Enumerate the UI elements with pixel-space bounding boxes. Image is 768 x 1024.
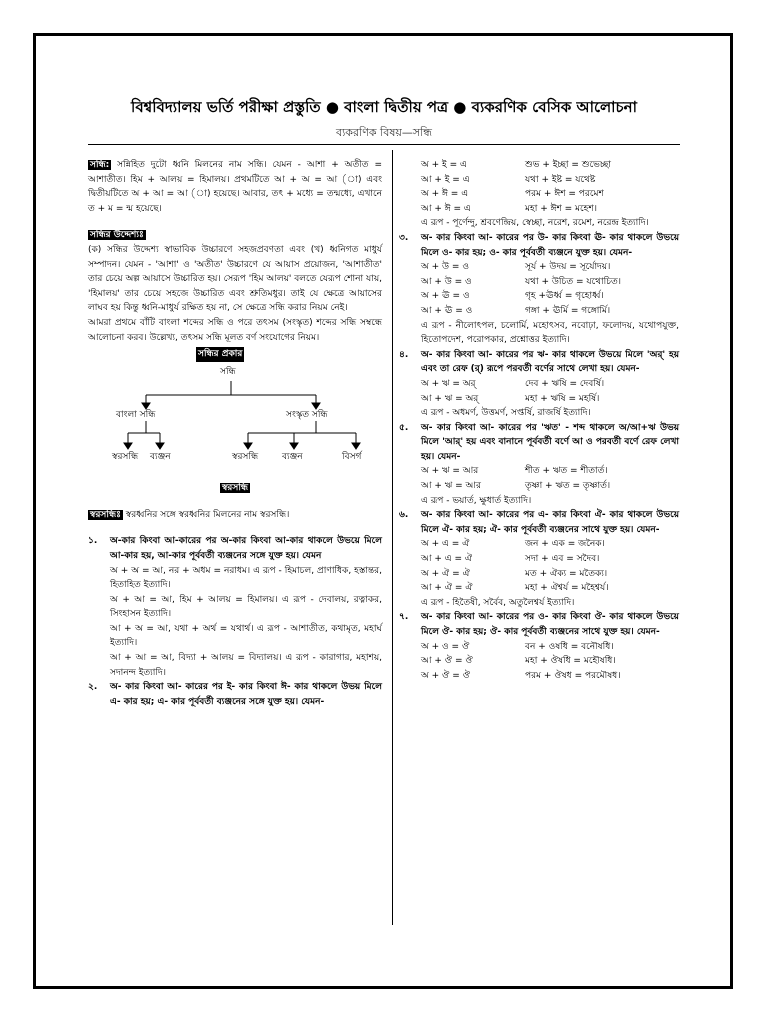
rule-5: ৫. অ- কার কিংবা আ- কারের পর 'ঋত' - শব্দ থাকলে অ/আ+ঋ উভয় মিলে 'আর্' হয় এবং বানানে পূর্ববর্তী বর্ণে আ ও পরবর্তী বর্ণে রেফ লেখা হয়। যেমন-	[399, 422, 679, 462]
rule-6: ৬. অ- কার কিংবা আ- কারের পর এ- কার কিংবা ঐ- কার থাকলে উভয়ে মিলে ঐ- কার হয়; ঐ- কার পূর্ববর্তী ব্যঞ্জনের সাথে যুক্ত হয়। যেমন-	[399, 510, 679, 535]
rule-1-example-3: আ + অ = আ, যথা + অর্থ = যথার্থ। এ রূপ - আশাতীত, কথামৃত, মহার্ঘ ইত্যাদি।	[110, 623, 382, 649]
example-row: আ + ঊ = ও গঙ্গা + ঊর্মি = গঙ্গোর্মি।	[421, 305, 611, 316]
tree-title: সন্ধির প্রকার	[196, 347, 244, 362]
note-c: এ রূপ - অধমর্ণ, উত্তমর্ণ, সপ্তর্ষি, রাজর্ষি ইত্যাদি।	[421, 408, 591, 419]
sandhi-tree-diagram	[88, 345, 382, 485]
pairs-d	[399, 464, 679, 493]
tree-sanskrit-byanjan: ব্যঞ্জন	[282, 452, 303, 463]
page-subtitle: ব্যকরণিক বিষয়—সন্ধি	[336, 126, 432, 139]
purpose-text: (ক) সন্ধির উদ্দেশ্য স্বাভাবিক উচ্চারণে সহজপ্রবণতা এবং (খ) ধ্বনিগত মাধুর্য সম্পাদন। যেমন - 'আশা' ও 'অতীত' উচ্চারণে যে আয়াস প্রয়োজন, 'আশাতীত' তার চেয়ে অল্প আয়াসে উচ্চারিত হয়। সেরূপ 'হিম আলয়' বলতে যেরূপ শোনা যায়, 'হিমালয়' তার চেয়ে সহজে উচ্চারিত এবং শ্রুতিমধুর। তাই যে ক্ষেত্রে আয়াসের লাঘব হয় কিন্তু ধ্বনি-মাধুর্য রক্ষিত হয় না, সে ক্ষেত্রে সন্ধি করার নিয়ম নেই।	[88, 244, 382, 314]
purpose-label: সন্ধির উদ্দেশ্যঃ	[90, 230, 144, 241]
left-column	[88, 158, 382, 709]
rule-2: ২. অ- কার কিংবা আ- কারের পর ই- কার কিংবা ঈ- কার থাকলে উভয় মিলে এ- কার হয়; এ- কার পূর্ববর্তী ব্যঞ্জনের সঙ্গে যুক্ত হয়। যেমন-	[88, 682, 382, 707]
rule-7: ৭. অ- কার কিংবা আ- কারের পর ও- কার কিংবা ঔ- কার থাকলে উভয়ে মিলে ঔ- কার হয়; ঔ- কার পূর্ববর্তী ব্যঞ্জনের সাথে যুক্ত হয়। যেমন-	[399, 612, 679, 637]
example-row: আ + ই = এ যথা + ইষ্ট = যথেষ্ট	[421, 174, 596, 185]
definition-text: সন্নিহিত দুটো ধ্বনি মিলনের নাম সন্ধি। যেমন - আশা + অতীত = আশাতীত। হিম + আলয় = হিমালয়। প্রথমটিতে আ + অ = আ (া) এবং দ্বিতীয়টিতে অ + আ = আ (া) হয়েছে। আবার, তৎ + মধ্যে = তন্মধ্যে, এখানে ত + ম = ন্ম হয়েছে।	[88, 160, 382, 214]
example-row: আ + ঋ = অর্ মহা + ঋষি = মহর্ষি।	[421, 393, 600, 404]
swara-definition	[88, 508, 382, 523]
tree-bangla-swara: স্বরসন্ধি	[112, 452, 139, 463]
swara-def-text: স্বরধ্বনির সঙ্গে স্বরধ্বনির মিলনের নাম স্বরসন্ধি।	[125, 509, 290, 520]
swara-label: স্বরসন্ধিঃ	[90, 509, 121, 520]
example-row: অ + ই = এ শুভ + ইচ্ছা = শুভেচ্ছা	[421, 160, 611, 170]
example-row: আ + ঐ = ঐ মহা + ঐশ্বর্য = মহৈশ্বর্য।	[421, 583, 609, 594]
pairs-b	[399, 260, 679, 318]
rule-1-example-4: আ + আ = আ, বিদ্যা + আলয় = বিদ্যালয়। এ রূপ - কারাগার, মহাশয়, সদানন্দ ইত্যাদি।	[110, 653, 382, 678]
intro-text: আমরা প্রথমে বাঁটি বাংলা শব্দের সন্ধি ও পরে তৎসম (সংস্কৃত) শব্দের সন্ধি সম্বন্ধে আলোচনা করব। উল্লেখ্য, তৎসম সন্ধি মূলত বর্ণ সংযোগের নিয়ম।	[88, 317, 382, 343]
tree-bangla-byanjan: ব্যঞ্জন	[150, 452, 171, 463]
example-row: অ + ঐ = ঐ মত + ঐক্য = মতৈক্য।	[421, 568, 608, 579]
example-row: অ + এ = ঐ জন + এক = জনৈক।	[421, 539, 605, 550]
example-row: অ + ও = ঔ বন + ওষধি = বনৌষধি।	[421, 641, 614, 652]
right-column	[399, 158, 679, 683]
rule-1: ১. অ-কার কিংবা আ-কারের পর অ-কার কিংবা আ-কার থাকলে উভয়ে মিলে আ-কার হয়, আ-কার পূর্ববর্তী ব্যঞ্জনের সঙ্গে যুক্ত হয়। যেমন	[88, 536, 382, 561]
tree-sanskrit-bisarga: বিসর্গ	[342, 452, 362, 463]
rule-4: ৪. অ- কার কিংবা আ- কারের পর ঋ- কার থাকলে উভয়ে মিলে 'অর্' হয় এবং তা রেফ (র্) রূপে পরবর্তী বর্ণের সাথে লেখা হয়। যেমন-	[399, 349, 679, 375]
page-title: বিশ্ববিদ্যালয় ভর্তি পরীক্ষা প্রস্তুতি ● বাংলা দ্বিতীয় পত্র ● ব্যকরণিক বেসিক আলোচনা	[131, 98, 637, 116]
example-row: অ + ঈ = এ পরম + ঈশ = পরমেশ	[421, 189, 604, 200]
example-row: আ + ঔ = ঔ মহা + ঔষধি = মহৌষধি।	[421, 656, 616, 667]
rule-3: ৩. অ- কার কিংবা আ- কারের পর উ- কার কিংবা ঊ- কার থাকলে উভয়ে মিলে ও- কার হয়; ও- কার পূর্ববর্তী ব্যঞ্জনে যুক্ত হয়। যেমন-	[399, 232, 679, 258]
pairs-e	[399, 537, 679, 595]
header-rule	[88, 144, 680, 145]
column-divider	[392, 150, 393, 925]
example-row: আ + ঋ = আর তৃষ্ণা + ঋত = তৃষ্ণার্ত।	[421, 481, 611, 492]
note-a: এ রূপ - পূর্ণেন্দু, শ্রবণেন্দ্রিয়, স্বেচ্ছা, নরেশ, রমেশ, নরেন্দ্র ইত্যাদি।	[421, 218, 649, 229]
example-row: অ + ঋ = অর্ দেব + ঋষি = দেবর্ষি।	[421, 378, 605, 389]
example-row: অ + উ = ও সূর্য + উদয় = সূর্যোদয়।	[421, 262, 611, 273]
example-row: অ + ঊ = ও গৃহ +ঊর্ধ্ব = গৃহোর্ধ্ব।	[421, 291, 604, 302]
pairs-c	[399, 377, 679, 406]
definition-paragraph	[88, 158, 382, 216]
example-row: আ + এ = ঐ সদা + এব = সদৈব।	[421, 554, 600, 565]
example-row: আ + ঈ = এ মহা + ঈশ = মহেশ।	[421, 203, 597, 214]
note-e: এ রূপ - হিতৈষী, সর্বৈব, অতুলৈশ্বর্য ইত্যাদি।	[421, 597, 575, 608]
example-row: আ + উ = ও যথা + উচিত = যথোচিত।	[421, 276, 621, 287]
note-b: এ রূপ - নীলোৎপল, চলোর্মি, মহোৎসব, নবোঢ়া, ফলোদয়, যথোপযুক্ত, হিতোপদেশ, পরোপকার, প্রশ্নোত্তর ইত্যাদি।	[421, 320, 679, 346]
pairs-a	[399, 158, 679, 216]
pairs-f	[399, 640, 679, 684]
note-d: এ রূপ - ভয়ার্ত, ক্ষুধার্ত ইত্যাদি।	[421, 495, 532, 506]
tree-root: সন্ধি	[220, 367, 236, 378]
rule-1-example-1: অ + অ = আ, নর + অধম = নরাধম। এ রূপ - হিমাচল, প্রাণাধিক, হস্তান্তর, হিতাহিত ইত্যাদি।	[110, 565, 382, 591]
tree-bangla: বাংলা সন্ধি	[116, 410, 156, 421]
example-row: অ + ঔ = ঔ পরম + ঔষধ = পরমৌষধ।	[421, 670, 621, 681]
swara-heading: স্বরসন্ধি	[221, 483, 249, 494]
tree-sanskrit-swara: স্বরসন্ধি	[232, 452, 259, 463]
tree-sanskrit: সংস্কৃত সন্ধি	[286, 410, 328, 421]
definition-label: সন্ধি:	[90, 160, 110, 170]
rule-1-example-2: অ + আ = আ, হিম + আলয় = হিমালয়। এ রূপ - দেবালয়, রত্নাকর, সিংহাসন ইত্যাদি।	[110, 594, 382, 620]
example-row: অ + ঋ = আর শীত + ঋত = শীতার্ত।	[421, 466, 608, 477]
